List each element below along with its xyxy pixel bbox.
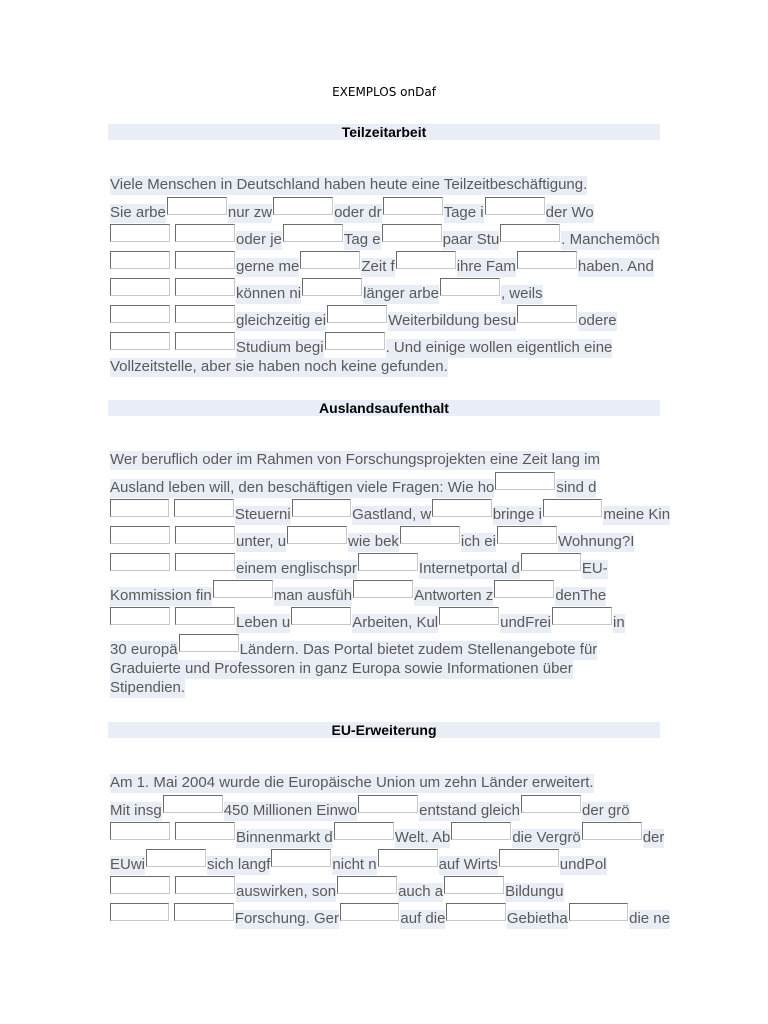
cloze-text: nur zw: [227, 204, 273, 221]
cloze-text: oder dr: [334, 204, 382, 221]
cloze-text: odere: [578, 312, 617, 329]
cloze-text: denThe: [555, 587, 607, 604]
gap-input[interactable]: [110, 903, 169, 921]
cloze-text: sind d: [556, 479, 597, 496]
cloze-text: haben. And: [577, 258, 654, 275]
gap-input[interactable]: [110, 332, 170, 350]
cloze-line: [110, 277, 670, 304]
gap-input[interactable]: [521, 553, 581, 571]
section-text: [110, 774, 670, 929]
gap-input[interactable]: [383, 197, 443, 215]
cloze-text: auch a: [398, 883, 444, 900]
cloze-text: bringe i: [492, 506, 542, 523]
cloze-text: Tage i: [443, 204, 484, 221]
cloze-text: , weils: [500, 285, 543, 302]
cloze-text: die ne: [629, 910, 670, 927]
cloze-text: ich ei: [460, 533, 496, 550]
gap-input[interactable]: [517, 251, 577, 269]
gap-input[interactable]: [358, 553, 418, 571]
section-text: [110, 176, 670, 377]
cloze-text: der: [642, 829, 665, 846]
gap-input[interactable]: [110, 278, 170, 296]
gap-input[interactable]: [292, 499, 351, 517]
gap-input[interactable]: [174, 499, 233, 517]
gap-input[interactable]: [175, 278, 235, 296]
cloze-text: Mit insg: [110, 802, 162, 819]
cloze-text: nicht n: [332, 856, 377, 873]
cloze-text: undPol: [559, 856, 607, 873]
cloze-line: [110, 196, 670, 223]
cloze-line: [110, 304, 670, 331]
cloze-text: undFrei: [500, 614, 551, 631]
cloze-text: Kommission fin: [110, 587, 212, 604]
gap-input[interactable]: [175, 876, 235, 894]
gap-input[interactable]: [495, 472, 555, 490]
gap-input[interactable]: [334, 822, 394, 840]
gap-input[interactable]: [569, 903, 628, 921]
gap-input[interactable]: [110, 224, 170, 242]
cloze-text: Studium begi: [236, 339, 324, 356]
gap-input[interactable]: [396, 251, 456, 269]
cloze-line: [110, 579, 670, 606]
cloze-text: Sie arbe: [110, 204, 166, 221]
cloze-text: auf Wirts: [438, 856, 498, 873]
gap-input[interactable]: [327, 305, 387, 323]
cloze-text: Wohnung?I: [557, 533, 635, 550]
cloze-text: Gastland, w: [352, 506, 432, 523]
cloze-text: der Wo: [545, 204, 594, 221]
cloze-text: EUwi: [110, 856, 146, 873]
gap-input[interactable]: [213, 580, 273, 598]
gap-input[interactable]: [175, 332, 235, 350]
gap-input[interactable]: [432, 499, 491, 517]
cloze-line: [110, 848, 670, 875]
cloze-line: [110, 875, 670, 902]
gap-input[interactable]: [175, 822, 235, 840]
outro-text: Graduierte und Professoren in ganz Europa sowie Informationen über: [110, 660, 573, 677]
cloze-text: Forschung. Ger: [234, 910, 339, 927]
cloze-text: die Vergrö: [512, 829, 581, 846]
cloze-line: [110, 471, 670, 498]
cloze-text: gleichzeitig ei: [236, 312, 327, 329]
gap-input[interactable]: [358, 795, 418, 813]
cloze-line: [110, 498, 670, 525]
cloze-text: meine Kin: [603, 506, 671, 523]
gap-input[interactable]: [485, 197, 545, 215]
gap-input[interactable]: [175, 305, 235, 323]
gap-input[interactable]: [283, 224, 343, 242]
cloze-text: Binnenmarkt d: [236, 829, 333, 846]
outro-text: Vollzeitstelle, aber sie haben noch keine gefunden.: [110, 358, 448, 375]
gap-input[interactable]: [163, 795, 223, 813]
gap-input[interactable]: [110, 499, 169, 517]
gap-input[interactable]: [291, 607, 351, 625]
gap-input[interactable]: [582, 822, 642, 840]
gap-input[interactable]: [273, 197, 333, 215]
cloze-text: entstand gleich: [419, 802, 521, 819]
gap-input[interactable]: [110, 251, 170, 269]
cloze-line: [110, 223, 670, 250]
gap-input[interactable]: [167, 197, 227, 215]
cloze-text: Weiterbildung besu: [388, 312, 517, 329]
section-text: [110, 451, 670, 698]
cloze-text: auswirken, son: [236, 883, 337, 900]
cloze-text: Internetportal d: [418, 560, 520, 577]
outro-text: Stipendien.: [110, 679, 186, 696]
gap-input[interactable]: [440, 278, 500, 296]
cloze-line: [110, 794, 670, 821]
gap-input[interactable]: [340, 903, 399, 921]
gap-input[interactable]: [146, 849, 206, 867]
cloze-text: Gebietha: [506, 910, 568, 927]
gap-input[interactable]: [337, 876, 397, 894]
gap-input[interactable]: [499, 849, 559, 867]
gap-input[interactable]: [174, 903, 233, 921]
cloze-text: man ausfüh: [273, 587, 353, 604]
gap-input[interactable]: [110, 876, 170, 894]
gap-input[interactable]: [494, 580, 554, 598]
cloze-line: [110, 606, 670, 633]
gap-input[interactable]: [521, 795, 581, 813]
cloze-text: länger arbe: [363, 285, 439, 302]
gap-input[interactable]: [175, 526, 235, 544]
cloze-text: der grö: [582, 802, 630, 819]
gap-input[interactable]: [400, 526, 460, 544]
gap-input[interactable]: [175, 224, 235, 242]
intro-sentence: Wer beruflich oder im Rahmen von Forschungsprojekten eine Zeit lang im: [110, 451, 600, 468]
section-heading: Auslandsaufenthalt: [108, 400, 660, 416]
cloze-text: Tag e: [343, 231, 381, 248]
cloze-text: Bildungu: [505, 883, 564, 900]
gap-input[interactable]: [378, 849, 438, 867]
gap-input[interactable]: [451, 822, 511, 840]
section-heading: Teilzeitarbeit: [108, 124, 660, 140]
cloze-text: wie bek: [348, 533, 399, 550]
cloze-text: Leben u: [236, 614, 291, 631]
gap-input[interactable]: [110, 526, 170, 544]
gap-input[interactable]: [110, 553, 170, 571]
cloze-line: [110, 821, 670, 848]
gap-input[interactable]: [175, 607, 235, 625]
gap-input[interactable]: [353, 580, 413, 598]
gap-input[interactable]: [543, 499, 602, 517]
section-heading: EU-Erweiterung: [108, 722, 660, 738]
cloze-line: [110, 902, 670, 929]
gap-input[interactable]: [179, 634, 239, 652]
cloze-text: Welt. Ab: [394, 829, 451, 846]
cloze-text: Steuerni: [234, 506, 291, 523]
document-title: EXEMPLOS onDaf: [332, 85, 436, 99]
cloze-text: in: [612, 614, 625, 631]
cloze-text: EU-: [581, 560, 608, 577]
gap-input[interactable]: [271, 849, 331, 867]
gap-input[interactable]: [500, 224, 560, 242]
cloze-text: Ländern. Das Portal bietet zudem Stellenangebote für: [239, 641, 598, 658]
cloze-text: 450 Millionen Einwo: [223, 802, 358, 819]
gap-input[interactable]: [325, 332, 385, 350]
gap-input[interactable]: [517, 305, 577, 323]
gap-input[interactable]: [439, 607, 499, 625]
cloze-line: [110, 331, 670, 358]
gap-input[interactable]: [497, 526, 557, 544]
cloze-text: . Manchemöch: [561, 231, 660, 248]
cloze-text: können ni: [236, 285, 302, 302]
gap-input[interactable]: [110, 822, 170, 840]
gap-input[interactable]: [175, 251, 235, 269]
cloze-line: [110, 250, 670, 277]
cloze-line: [110, 525, 670, 552]
cloze-text: Zeit f: [361, 258, 395, 275]
cloze-text: 30 europä: [110, 641, 178, 658]
cloze-text: auf die: [400, 910, 446, 927]
cloze-text: ihre Fam: [456, 258, 516, 275]
cloze-text: paar Stu: [442, 231, 500, 248]
cloze-text: unter, u: [236, 533, 287, 550]
cloze-text: Antworten z: [414, 587, 494, 604]
gap-input[interactable]: [110, 305, 170, 323]
gap-input[interactable]: [300, 251, 360, 269]
cloze-text: Ausland leben will, den beschäftigen viele Fragen: Wie ho: [110, 479, 495, 496]
gap-input[interactable]: [552, 607, 612, 625]
cloze-line: [110, 633, 670, 660]
gap-input[interactable]: [302, 278, 362, 296]
cloze-text: Arbeiten, Kul: [352, 614, 439, 631]
gap-input[interactable]: [382, 224, 442, 242]
intro-sentence: Viele Menschen in Deutschland haben heute eine Teilzeitbeschäftigung.: [110, 176, 588, 193]
intro-sentence: Am 1. Mai 2004 wurde die Europäische Union um zehn Länder erweitert.: [110, 774, 594, 791]
gap-input[interactable]: [110, 607, 170, 625]
cloze-text: einem englischspr: [236, 560, 357, 577]
cloze-line: [110, 552, 670, 579]
gap-input[interactable]: [444, 876, 504, 894]
cloze-text: sich langf: [207, 856, 271, 873]
cloze-text: oder je: [236, 231, 282, 248]
gap-input[interactable]: [287, 526, 347, 544]
cloze-text: . Und einige wollen eigentlich eine: [385, 339, 613, 356]
gap-input[interactable]: [175, 553, 235, 571]
cloze-text: gerne me: [236, 258, 300, 275]
gap-input[interactable]: [446, 903, 505, 921]
